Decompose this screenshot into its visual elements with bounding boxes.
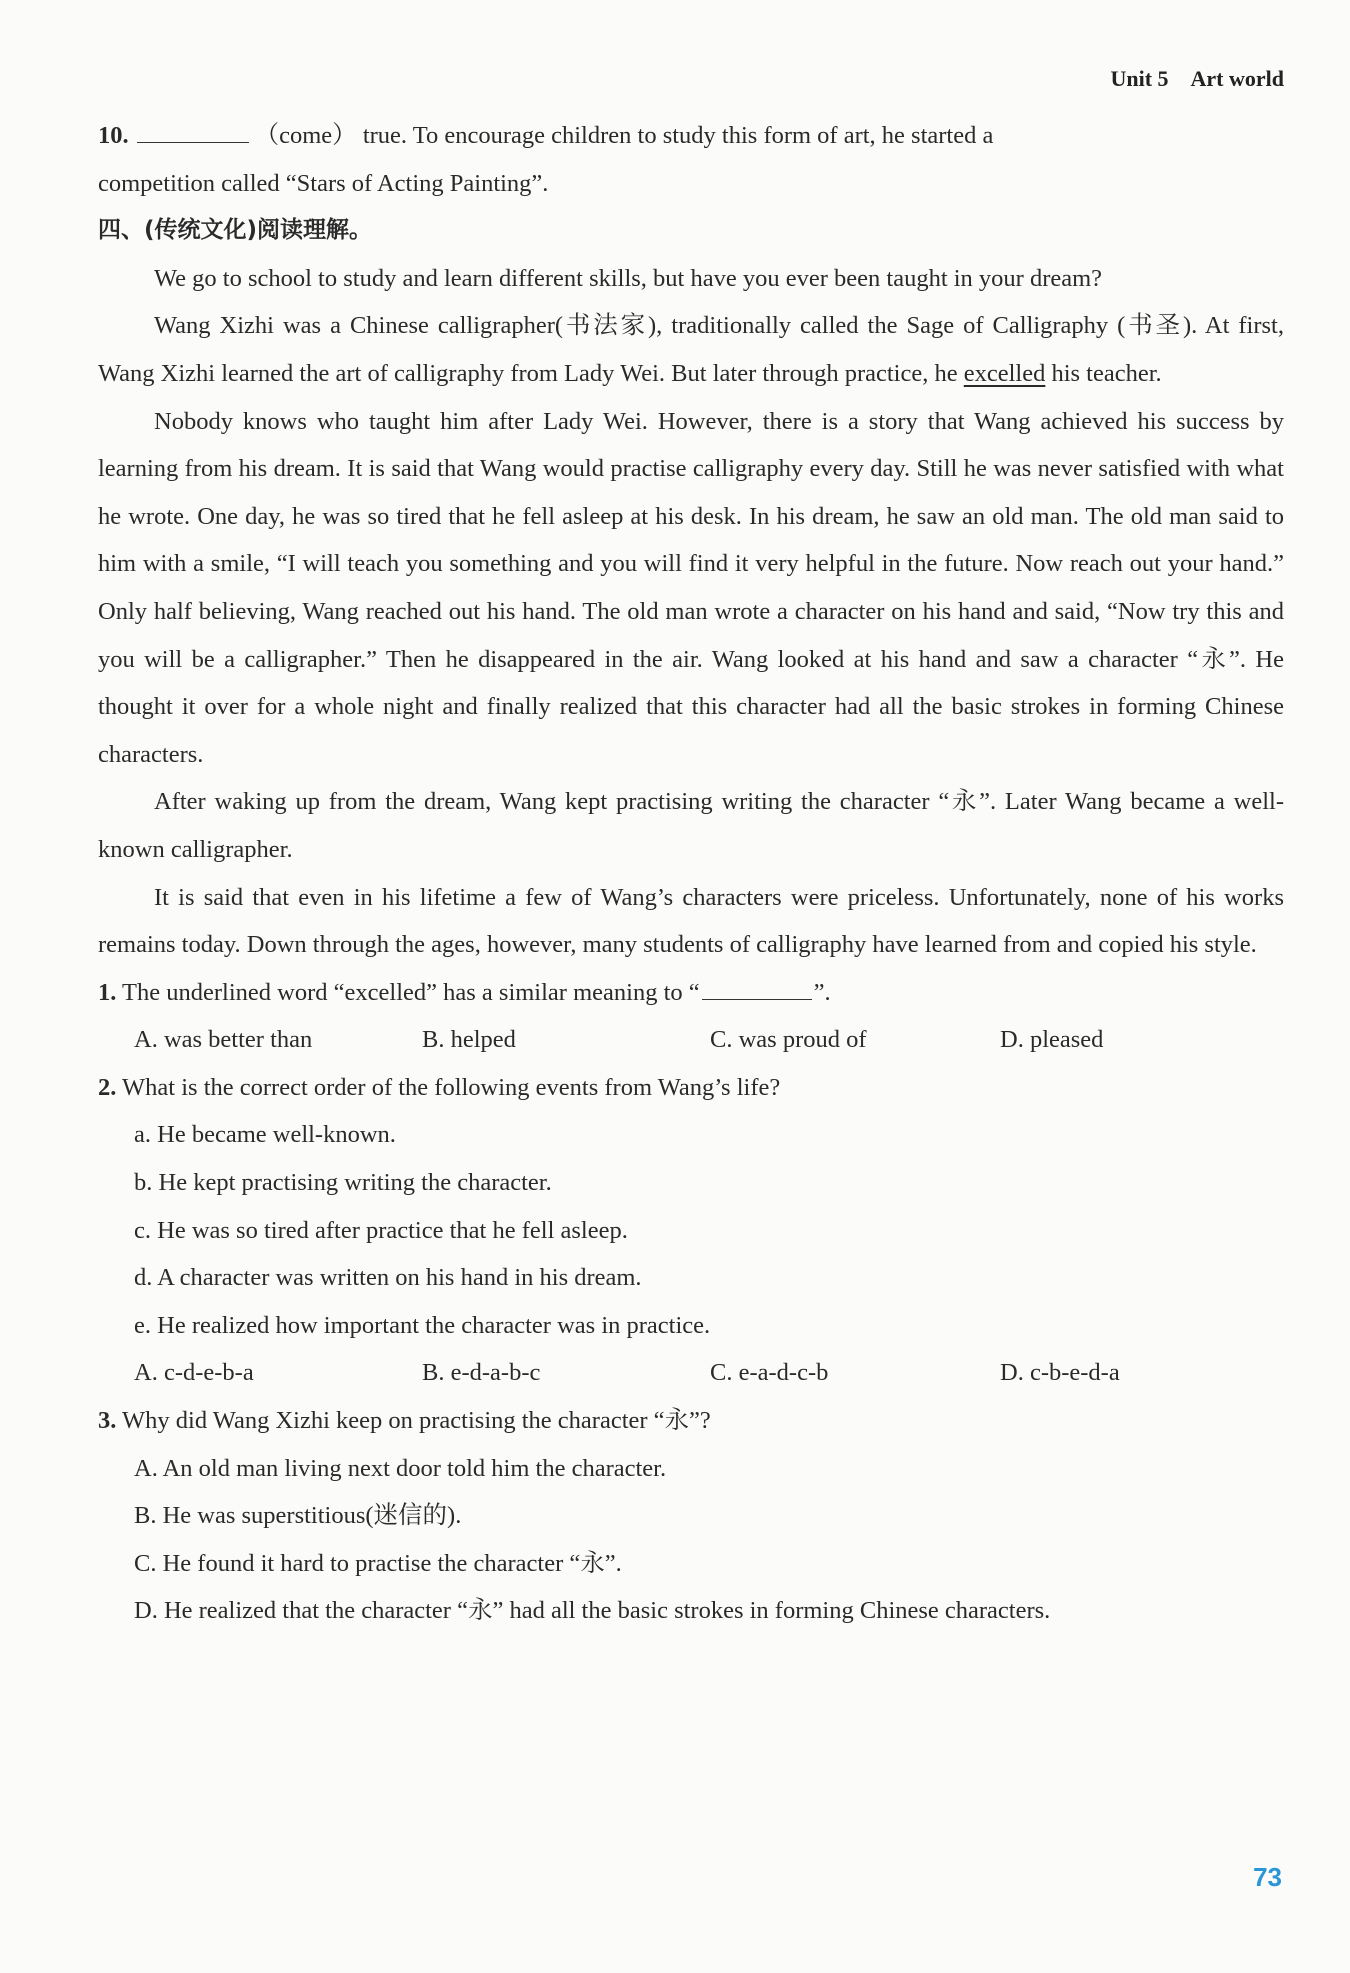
option-d[interactable]: D. c-b-e-d-a bbox=[1000, 1359, 1120, 1387]
option-a[interactable]: A. was better than bbox=[134, 1026, 313, 1054]
paragraph-text: his teacher. bbox=[1045, 359, 1162, 387]
option-d[interactable]: D. He realized that the character “永” had all the basic strokes in forming Chinese characters. bbox=[134, 1597, 1051, 1625]
option-c[interactable]: C. was proud of bbox=[710, 1026, 867, 1054]
question-stem: Why did Wang Xizhi keep on practising the character “永”? bbox=[116, 1407, 711, 1435]
unit-label: Unit 5 bbox=[1110, 66, 1169, 91]
question-10 bbox=[98, 112, 1284, 160]
option-b[interactable]: B. helped bbox=[422, 1026, 516, 1054]
option-c[interactable]: C. He found it hard to practise the character “永”. bbox=[134, 1549, 622, 1577]
unit-title: Art world bbox=[1190, 66, 1284, 91]
question-number: 2. bbox=[98, 1073, 117, 1101]
option-b[interactable]: B. He was superstitious(迷信的). bbox=[134, 1502, 462, 1530]
question-stem: The underlined word “excelled” has a similar meaning to “ bbox=[116, 978, 700, 1006]
option-d[interactable]: D. pleased bbox=[1000, 1026, 1104, 1054]
question-2 bbox=[98, 1064, 1284, 1112]
page-header bbox=[1110, 66, 1284, 92]
answer-blank[interactable] bbox=[137, 122, 249, 143]
option-a[interactable]: A. An old man living next door told him the character. bbox=[134, 1454, 667, 1482]
question-stem-end: ”. bbox=[813, 978, 831, 1006]
question-1 bbox=[98, 969, 1284, 1017]
paragraph-text: Wang Xizhi was a Chinese calligrapher(书法家), traditionally called the Sage of Calligraphy (书圣). At first, Wang Xizhi learned the art of calligraphy from Lady Wei. But later through practice, he bbox=[98, 312, 1284, 387]
underlined-word: excelled bbox=[963, 359, 1046, 387]
question-stem: What is the correct order of the following events from Wang’s life? bbox=[116, 1073, 781, 1101]
passage-paragraph-5: It is said that even in his lifetime a few of Wang’s characters were priceless. Unfortunately, none of his works remains today. Down through the ages, however, many students of calligraphy have learned from and copied his style. bbox=[98, 883, 1284, 959]
event-b: b. He kept practising writing the character. bbox=[134, 1169, 552, 1197]
event-a: a. He became well-known. bbox=[134, 1121, 396, 1149]
option-a[interactable]: A. c-d-e-b-a bbox=[134, 1359, 254, 1387]
event-e: e. He realized how important the character was in practice. bbox=[134, 1311, 711, 1339]
word-hint: （come） bbox=[254, 122, 357, 149]
option-b[interactable]: B. e-d-a-b-c bbox=[422, 1359, 541, 1387]
event-c: c. He was so tired after practice that he fell asleep. bbox=[134, 1216, 628, 1244]
option-c[interactable]: C. e-a-d-c-b bbox=[710, 1359, 829, 1387]
question-number: 10. bbox=[98, 122, 129, 149]
question-number: 3. bbox=[98, 1407, 117, 1435]
passage-paragraph-1: We go to school to study and learn different skills, but have you ever been taught in your dream? bbox=[154, 264, 1103, 292]
question-number: 1. bbox=[98, 978, 117, 1006]
answer-blank[interactable] bbox=[702, 979, 812, 1000]
page-number: 73 bbox=[1253, 1862, 1282, 1892]
question-1-options bbox=[98, 1016, 1284, 1064]
passage-paragraph-4: After waking up from the dream, Wang kept practising writing the character “永”. Later Wang became a well-known calligrapher. bbox=[98, 788, 1284, 863]
page-content bbox=[98, 112, 1284, 1635]
section-heading: 四、(传统文化)阅读理解。 bbox=[98, 217, 373, 244]
question-10-continued: competition called “Stars of Acting Painting”. bbox=[98, 169, 549, 197]
passage-paragraph-3: Nobody knows who taught him after Lady Wei. However, there is a story that Wang achieved his success by learning from his dream. It is said that Wang would practise calligraphy every day. Still he was never satisfied with what he wrote. One day, he was so tired that he fell asleep at his desk. In his dream, he saw an old man. The old man said to him with a smile, “I will teach you something and you will find it very helpful in the future. Now reach out your hand.” Only half believing, Wang reached out his hand. The old man wrote a character on his hand and said, “Now try this and you will be a calligrapher.” Then he disappeared in the air. Wang looked at his hand and saw a character “永”. He thought it over for a whole night and finally realized that this character had all the basic strokes in forming Chinese characters. bbox=[98, 407, 1284, 768]
passage-paragraph-2 bbox=[98, 302, 1284, 397]
question-2-options bbox=[98, 1349, 1284, 1397]
question-3 bbox=[98, 1397, 1284, 1445]
event-d: d. A character was written on his hand in his dream. bbox=[134, 1264, 642, 1292]
question-text: true. To encourage children to study this form of art, he started a bbox=[356, 122, 994, 149]
